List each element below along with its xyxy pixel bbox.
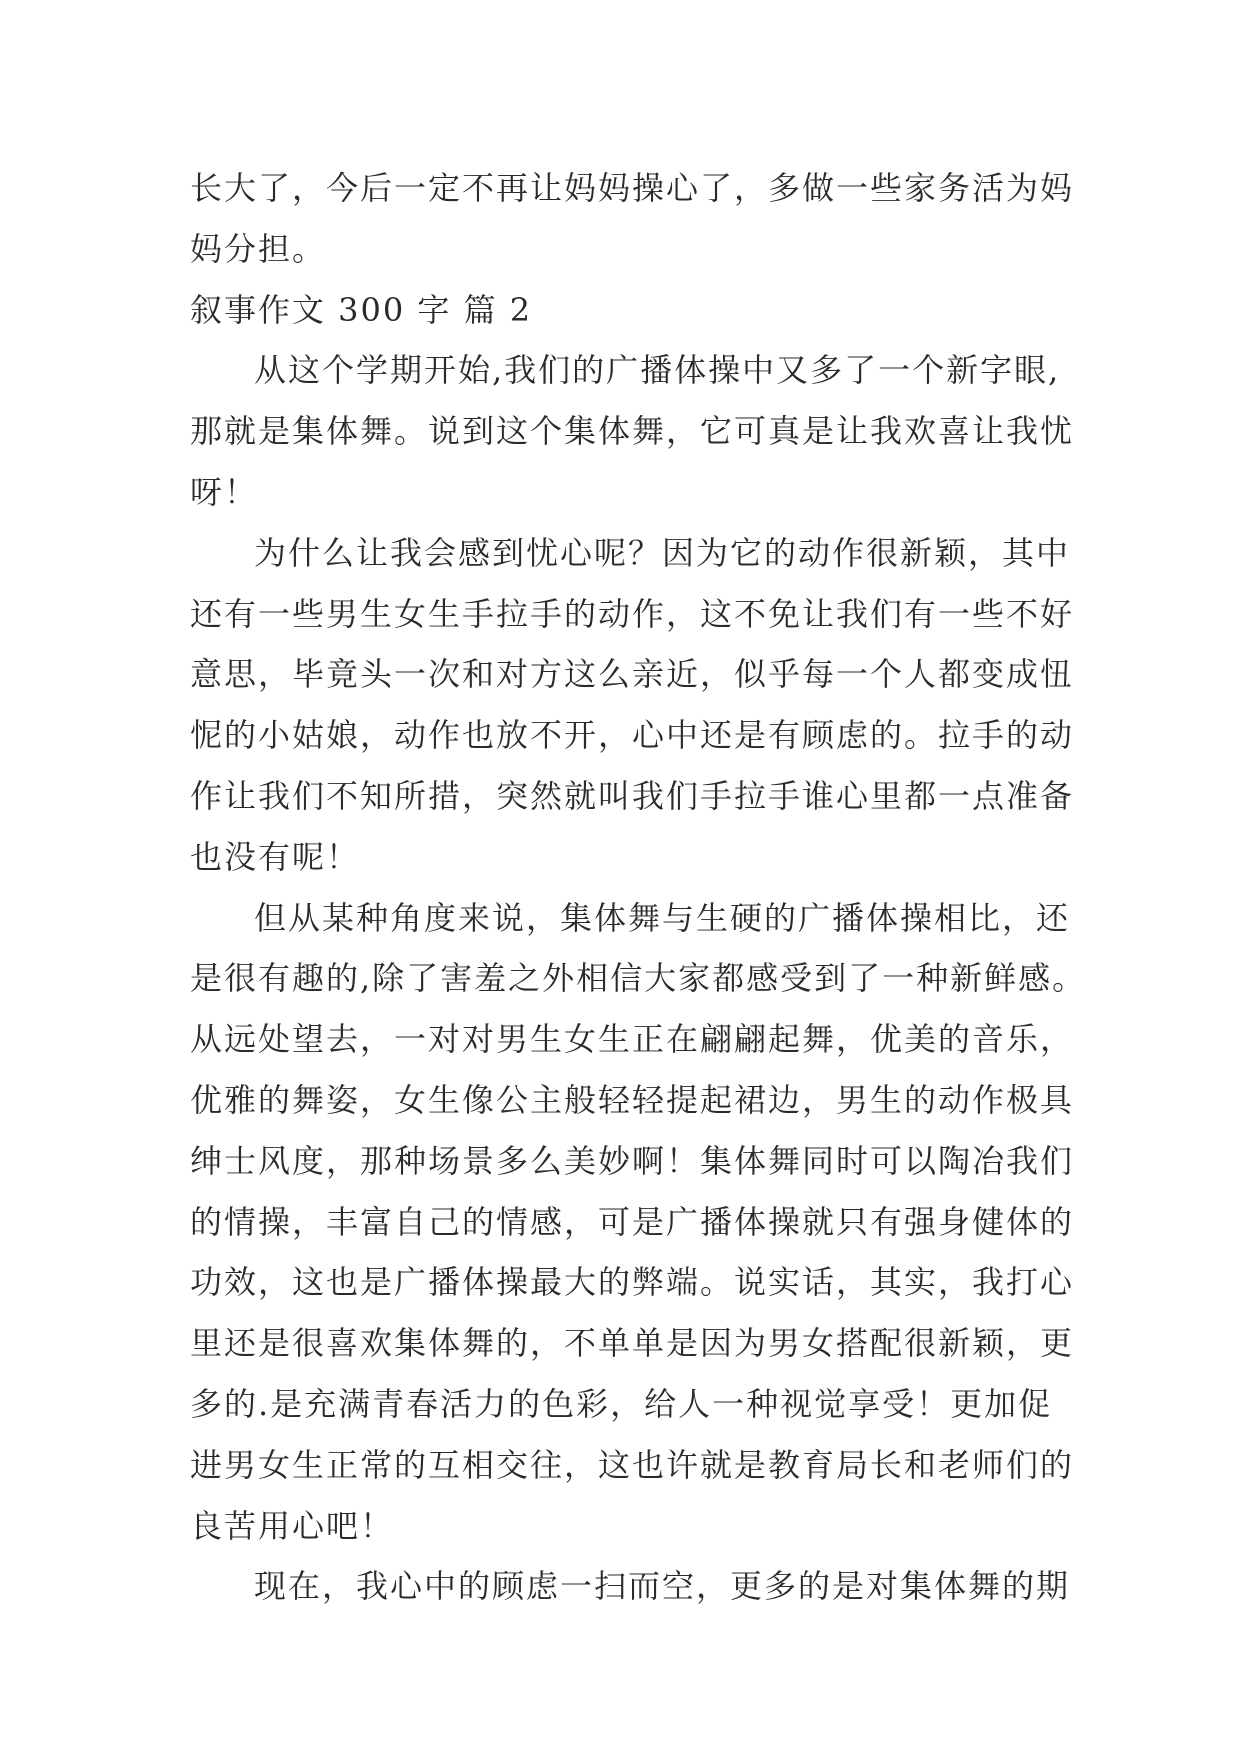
text-line: 功效，这也是广播体操最大的弊端。说实话，其实，我打心 (190, 1263, 1075, 1302)
text-line: 进男女生正常的互相交往，这也许就是教育局长和老师们的 (190, 1445, 1075, 1484)
text-line: 作让我们不知所措，突然就叫我们手拉手谁心里都一点准备 (190, 776, 1075, 815)
text-line: 优雅的舞姿，女生像公主般轻轻提起裙边，男生的动作极具 (190, 1080, 1075, 1119)
text-line: 还有一些男生女生手拉手的动作，这不免让我们有一些不好 (190, 594, 1075, 633)
text-line: 为什么让我会感到忧心呢？因为它的动作很新颖，其中 (254, 533, 1071, 572)
text-line: 怩的小姑娘，动作也放不开，心中还是有顾虑的。拉手的动 (190, 716, 1075, 755)
text-line: 但从某种角度来说，集体舞与生硬的广播体操相比，还 (254, 898, 1071, 937)
paragraph-4 (190, 1556, 1071, 1617)
text-line: 多的.是充满青春活力的色彩，给人一种视觉享受！更加促 (190, 1384, 1053, 1423)
text-line: 也没有呢！ (190, 837, 361, 876)
text-line: 的情操，丰富自己的情感，可是广播体操就只有强身健体的 (190, 1202, 1075, 1241)
text-line: 呀！ (190, 472, 259, 511)
text-line: 长大了，今后一定不再让妈妈操心了，多做一些家务活为妈 (190, 169, 1075, 207)
paragraph-3 (190, 888, 1087, 1557)
paragraph-2 (190, 523, 1075, 888)
section-title: 叙事作文 300 字 篇 2 (190, 290, 533, 329)
document-page (190, 158, 1087, 1617)
text-line: 里还是很喜欢集体舞的，不单单是因为男女搭配很新颖，更 (190, 1324, 1075, 1363)
text-line: 是很有趣的,除了害羞之外相信大家都感受到了一种新鲜感。 (190, 959, 1087, 998)
text-line: 绅士风度，那种场景多么美妙啊！集体舞同时可以陶冶我们 (190, 1141, 1075, 1180)
text-line: 妈分担。 (190, 229, 327, 268)
continuation-paragraph (190, 158, 1075, 280)
text-line: 那就是集体舞。说到这个集体舞，它可真是让我欢喜让我忧 (190, 412, 1075, 451)
text-line: 从远处望去，一对对男生女生正在翩翩起舞，优美的音乐， (190, 1020, 1075, 1059)
text-line: 从这个学期开始,我们的广播体操中又多了一个新字眼, (254, 351, 1061, 390)
text-line: 良苦用心吧！ (190, 1506, 395, 1545)
text-line: 现在，我心中的顾虑一扫而空，更多的是对集体舞的期 (254, 1567, 1071, 1606)
paragraph-1 (190, 340, 1075, 522)
text-line: 意思，毕竟头一次和对方这么亲近，似乎每一个人都变成忸 (190, 655, 1075, 694)
